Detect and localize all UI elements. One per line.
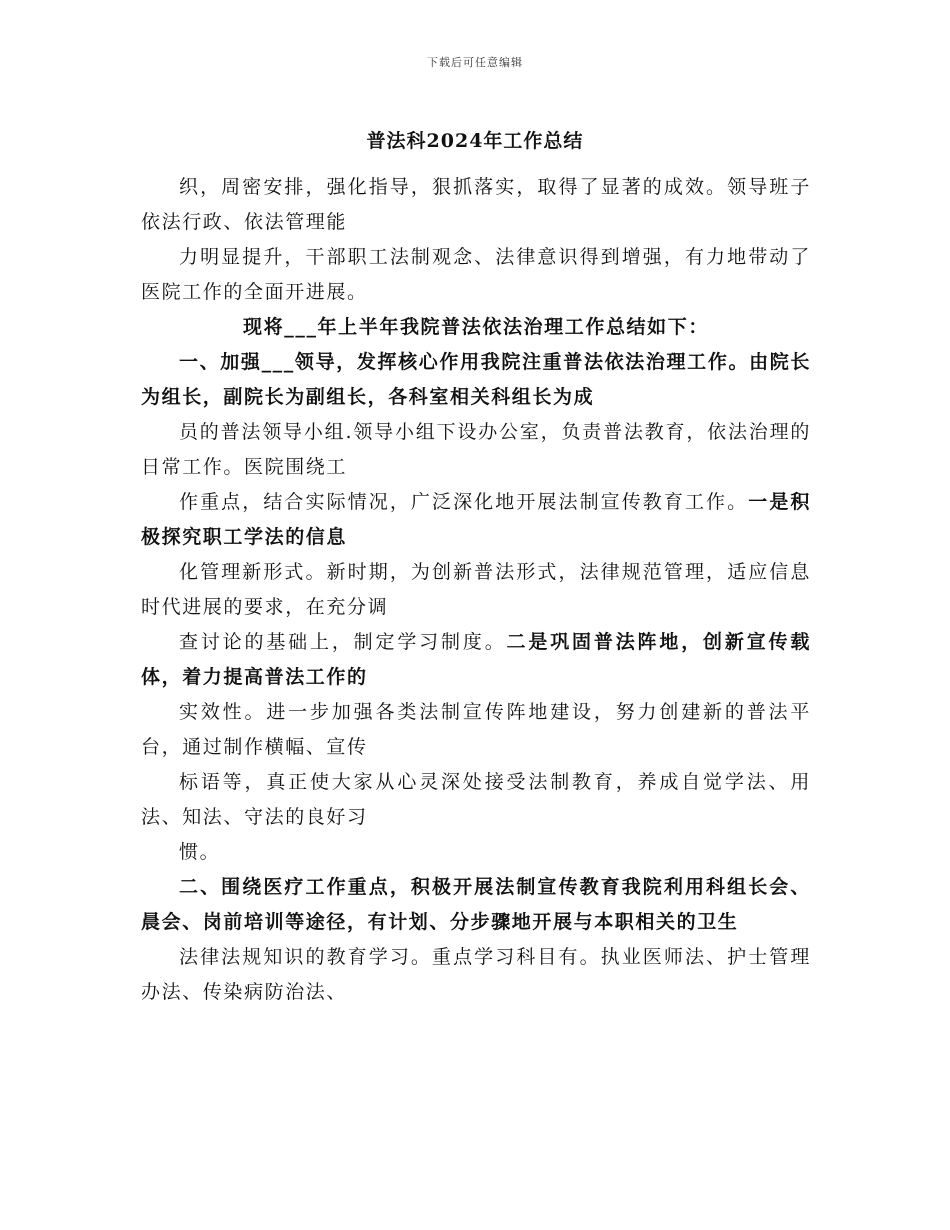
paragraph — [141, 625, 811, 695]
paragraph: 力明显提升，干部职工法制观念、法律意识得到增强，有力地带动了医院工作的全面开进展。 — [141, 246, 811, 303]
document-body — [141, 170, 811, 1010]
paragraph: 惯。 — [179, 841, 221, 863]
section-heading-2: 二、围绕医疗工作重点，积极开展法制宣传教育我院利用科组长会、晨会、岗前培训等途径，有计划、分步骤地开展与本职相关的卫生 — [141, 876, 811, 933]
document-title: 普法科2024年工作总结 — [366, 130, 584, 152]
paragraph: 法律法规知识的教育学习。重点学习科目有。执业医师法、护士管理办法、传染病防治法、 — [141, 946, 811, 1003]
paragraph-bold-text: 二是巩固普法阵地，创新宣传载体，着力提高普法工作的 — [141, 631, 811, 688]
paragraph-bold-text: 一是积极探究职工学法的信息 — [141, 491, 811, 548]
paragraph: 员的普法领导小组.领导小组下设办公室，负责普法教育，依法治理的日常工作。医院围绕工 — [141, 421, 811, 478]
paragraph: 织，周密安排，强化指导，狠抓落实，取得了显著的成效。领导班子依法行政、依法管理能 — [141, 176, 811, 233]
paragraph: 化管理新形式。新时期，为创新普法形式，法律规范管理，适应信息时代进展的要求，在充分调 — [141, 561, 811, 618]
section-heading-1: 一、加强___领导，发挥核心作用我院注重普法依法治理工作。由院长为组长，副院长为副组长，各科室相关科组长为成 — [141, 351, 811, 408]
paragraph: 实效性。进一步加强各类法制宣传阵地建设，努力创建新的普法平台，通过制作横幅、宣传 — [141, 701, 811, 758]
paragraph — [141, 485, 811, 555]
paragraph-normal-text: 作重点，结合实际情况，广泛深化地开展法制宣传教育工作。 — [179, 491, 749, 513]
paragraph-normal-text: 查讨论的基础上，制定学习制度。 — [179, 631, 507, 653]
paragraph: 标语等，真正使大家从心灵深处接受法制教育，养成自觉学法、用法、知法、守法的良好习 — [141, 771, 811, 828]
paragraph-intro-heading: 现将___年上半年我院普法依法治理工作总结如下： — [243, 316, 709, 338]
page-header: 下载后可任意编辑 — [427, 56, 523, 69]
